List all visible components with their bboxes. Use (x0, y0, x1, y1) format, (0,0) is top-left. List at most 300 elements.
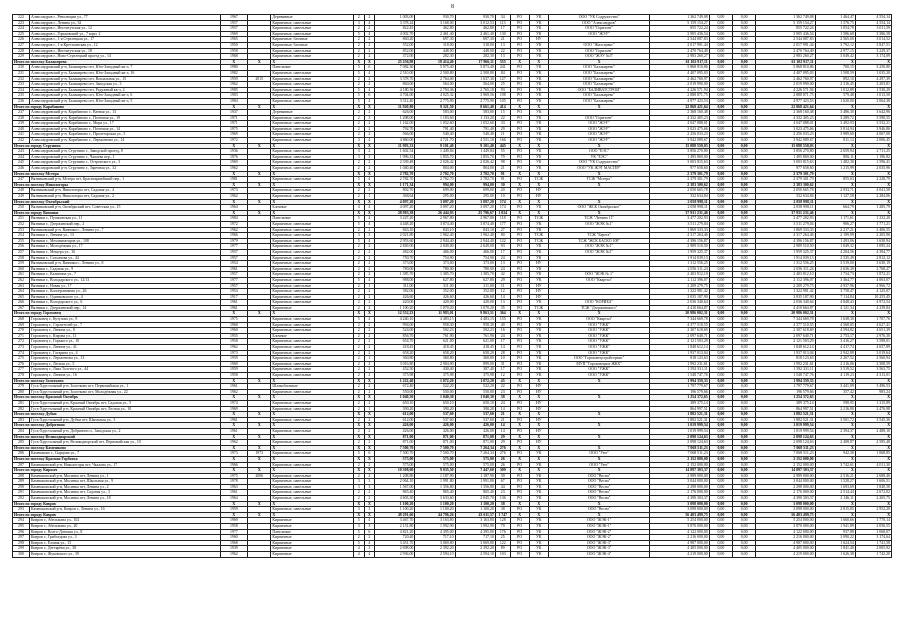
cell-z1: 0,00 (709, 546, 732, 552)
cell-a1: 860,20 (375, 37, 415, 43)
cell-cost: 4 405 000,00 (650, 546, 709, 552)
cell-year: 1959 (220, 356, 248, 362)
cell-fl: 3 (353, 507, 364, 513)
cell-spc: УК (529, 479, 548, 485)
cell-lim: 3 496,53 (855, 384, 891, 390)
cell-spec: 3 989,60 (815, 132, 855, 138)
cell-z2: 0,00 (733, 37, 756, 43)
cell-cost: 2 989 000,00 (650, 473, 709, 479)
cell-tot: 1 848 612,14 (756, 345, 815, 351)
cell-z2: 0,00 (733, 440, 756, 446)
cell-wall: Кирпичные, панельные (271, 166, 354, 172)
cell-lim: 3 229,37 (855, 48, 891, 54)
cell-a3: 1 100,20 (455, 501, 495, 507)
cell-year: 1973 (220, 451, 248, 457)
cell-spec: 2 216,80 (815, 406, 855, 412)
cell-z2: 0,00 (733, 188, 756, 194)
cell-tot: 3 477 202,93 (756, 216, 815, 222)
cell-wall: Кирпичные, панельные (271, 283, 354, 289)
cell-res: 17 (495, 249, 510, 255)
cell-en: 2 (364, 110, 375, 116)
cell-spec: X (815, 501, 855, 507)
cell-a2: 9 321,50 (415, 104, 455, 110)
cell-a2: 2 794,36 (415, 87, 455, 93)
cell-tot: 2 462 760,97 (756, 76, 815, 82)
cell-a2: 2 392,20 (415, 546, 455, 552)
cell-a3: 3 069,80 (455, 540, 495, 546)
cell-cost: 1 322 981,42 (650, 289, 709, 295)
cell-a3: 522,20 (455, 384, 495, 390)
cell-a2: 958,30 (415, 322, 455, 328)
cell-org: ООО "Балакирево" (548, 82, 650, 88)
cell-a3: 420,00 (455, 300, 495, 306)
cell-num: 268 (13, 317, 30, 323)
cell-a3: 2 026,42 (455, 160, 495, 166)
cell-wall: X (271, 171, 354, 177)
cell-a2: 430,40 (415, 367, 455, 373)
cell-addr: Вязники г., Пушкинская ул., 11 (29, 216, 220, 222)
cell-res: 13 (495, 54, 510, 60)
cell-cost: 1 019 999,54 (650, 428, 709, 434)
cell-wall: Кирпичные, панельные (271, 26, 354, 32)
cell-cost: 1 019 999,54 (650, 423, 709, 429)
cell-wall: Деревянные (271, 15, 354, 21)
cell-tot: 2 097 640,71 (756, 333, 815, 339)
cell-org: X (548, 171, 650, 177)
cell-year: 1957 (220, 20, 248, 26)
cell-wall: Кирпичные, панельные (271, 289, 354, 295)
cell-lim: 1 530,29 (855, 87, 891, 93)
cell-z1: 0,00 (709, 350, 732, 356)
cell-spc: УК (529, 451, 548, 457)
cell-lim: 3 014,52 (855, 37, 891, 43)
cell-tot: 4 405 000,00 (756, 546, 815, 552)
cell-year: 1983 (220, 93, 248, 99)
cell-org: ТСЖ "Мстера" (548, 177, 650, 183)
cell-res: 28 (495, 350, 510, 356)
cell-year: 1974 (220, 400, 248, 406)
cell-a3: 930,70 (455, 15, 495, 21)
cell-en: 4 (364, 317, 375, 323)
cell-z2: 0,00 (733, 333, 756, 339)
cell-wm: РО (510, 20, 529, 26)
cell-z1: 0,00 (709, 233, 732, 239)
cell-lim: 2 284,06 (855, 194, 891, 200)
cell-fl: 2 (353, 227, 364, 233)
cell-fl: 2 (353, 361, 364, 367)
cell-lim: 4 041,58 (855, 188, 891, 194)
cell-year: 1964 (220, 205, 248, 211)
cell-z1: 0,00 (709, 221, 732, 227)
cell-en: 2 (364, 496, 375, 502)
cell-spec: 4 417,74 (815, 345, 855, 351)
cell-spc: X (529, 395, 548, 401)
cell-a1: 650,10 (375, 400, 415, 406)
cell-en: 4 (364, 216, 375, 222)
cell-spec: 1 626,38 (815, 552, 855, 558)
cell-tot: 2 121 503,29 (756, 339, 815, 345)
cell-org: ООО "Гороховецстройсервис" (548, 356, 650, 362)
cell-wm: РО (510, 160, 529, 166)
cell-a2: 621,00 (415, 339, 455, 345)
cell-z2: 0,00 (733, 294, 756, 300)
cell-spec: 3 364,77 (815, 277, 855, 283)
cell-wm: РО (510, 317, 529, 323)
cell-year: 1962 (220, 552, 248, 558)
cell-lim: 3 203,81 (855, 82, 891, 88)
cell-cost: 37 931 231,46 (650, 210, 709, 216)
cell-spc: УК (529, 42, 548, 48)
cell-lim: 1 770,14 (855, 518, 891, 524)
cell-fl: 5 (353, 529, 364, 535)
cell-a1: 1 100,20 (375, 507, 415, 513)
cell-z1: 0,00 (709, 272, 732, 278)
cell-res: 276 (495, 451, 510, 457)
cell-a3: 318,00 (455, 42, 495, 48)
cell-num: 251 (13, 216, 30, 222)
cell-z2: 0,00 (733, 445, 756, 451)
cell-num: 265 (13, 294, 30, 300)
cell-a2: 2 500,80 (415, 70, 455, 76)
cell-wm: РО (510, 384, 529, 390)
cell-num: 294 (13, 518, 30, 524)
cell-wall: Кирпичные, панельные (271, 82, 354, 88)
cell-cost: 1 312 556,25 (650, 261, 709, 267)
cell-org: ООО "БАЛИВАТСТРОЙ" (548, 87, 650, 93)
cell-a2: 697,30 (415, 37, 455, 43)
cell-wall: Кирпичные, панельные (271, 428, 354, 434)
cell-a3: 1 070,20 (455, 305, 495, 311)
cell-year: 1950 (220, 42, 248, 48)
cell-a2: 7 500,70 (415, 445, 455, 451)
cell-res: 21 (495, 166, 510, 172)
cell-a2: 2 594,10 (415, 552, 455, 558)
cell-spc: ТСЖ (529, 233, 548, 239)
cell-spc: УК (529, 154, 548, 160)
cell-fl: 2 (353, 160, 364, 166)
cell-tot: 3 942 089,67 (756, 138, 815, 144)
cell-z1: 0,00 (709, 205, 732, 211)
cell-wm: РО (510, 194, 529, 200)
cell-a2: 352,00 (415, 289, 455, 295)
cell-z1: 0,00 (709, 501, 732, 507)
cell-fl: 3 (353, 484, 364, 490)
cell-cost: 2 017 991,44 (650, 42, 709, 48)
cell-addr: Вязниковский р-н, Вязники г., Ленина ул., 8 (29, 261, 220, 267)
cell-tot: 2 050 665,78 (756, 188, 815, 194)
cell-year2 (248, 552, 271, 558)
cell-year: 1977 (220, 529, 248, 535)
cell-wall: X (271, 501, 354, 507)
cell-wm: РО (510, 249, 529, 255)
cell-cost: 1 548 747,76 (650, 373, 709, 379)
cell-wall: X (271, 395, 354, 401)
cell-wall: Блочные (271, 333, 354, 339)
cell-z1: 0,00 (709, 171, 732, 177)
cell-wall: Панельные (271, 529, 354, 535)
cell-num: 235 (13, 93, 30, 99)
cell-a2: 2 782,70 (415, 177, 455, 183)
cell-a3: 1 187,90 (455, 473, 495, 479)
cell-z1: 0,00 (709, 294, 732, 300)
cell-a2: 295,00 (415, 194, 455, 200)
cell-spec: X (815, 456, 855, 462)
cell-en: X (364, 210, 375, 216)
cell-a1: 4 603,30 (375, 496, 415, 502)
cell-fl: 2 (353, 76, 364, 82)
cell-addr: Александров г., Ново-Стрелецкий проезд ул., 14 (29, 54, 220, 60)
cell-addr: Гусь-Хрустальный р-н, Красный Октябрь пгт, Лесная ул., 10 (29, 406, 220, 412)
cell-num: 279 (13, 384, 30, 390)
cell-wm: РО (510, 188, 529, 194)
cell-spec: 2 753,17 (815, 333, 855, 339)
cell-year2: X (248, 210, 271, 216)
cell-spec: 1 215,99 (815, 166, 855, 172)
cell-fl: 2 (353, 42, 364, 48)
cell-addr: Александровский р-н, Карабаново г., Почтовая ул., 14 (29, 126, 220, 132)
cell-spec: 2 394,37 (815, 428, 855, 434)
cell-z1: 0,00 (709, 507, 732, 513)
cell-en: 2 (364, 428, 375, 434)
cell-year2: 2006 (248, 473, 271, 479)
cell-z2: 0,00 (733, 456, 756, 462)
cell-fl: 2 (353, 322, 364, 328)
cell-year: X (220, 199, 248, 205)
cell-org: ООО "УК Содружество" (548, 15, 650, 21)
cell-year2: X (248, 378, 271, 384)
cell-year2: X (248, 412, 271, 418)
cell-year: 1966 (220, 233, 248, 239)
cell-spc: НУ (529, 294, 548, 300)
cell-spec: 664,79 (815, 205, 855, 211)
cell-en: 1 (364, 283, 375, 289)
cell-spec: X (815, 210, 855, 216)
cell-spec: 598,95 (815, 400, 855, 406)
cell-a2: 2 904,90 (415, 361, 455, 367)
subtotal-label: Итого по поселку Красная Горбатка (13, 456, 221, 462)
cell-a1: 3 378,24 (375, 20, 415, 26)
cell-res: 17 (495, 367, 510, 373)
cell-num: 291 (13, 490, 30, 496)
cell-a1: 360,80 (375, 356, 415, 362)
cell-a1: 720,40 (375, 535, 415, 541)
cell-fl: 2 (353, 249, 364, 255)
cell-cost: 1 994 359,33 (650, 378, 709, 384)
cell-cost: 61 102 917,11 (650, 59, 709, 65)
cell-wm: РО (510, 305, 529, 311)
cell-addr: Ковров г., Волго-Донская ул., 8 (29, 529, 220, 535)
cell-wall: Кирпичные (271, 540, 354, 546)
cell-res: 177 (495, 221, 510, 227)
cell-tot: 1 312 556,25 (756, 261, 815, 267)
cell-spc: УК (529, 546, 548, 552)
cell-res: 91 (495, 171, 510, 177)
cell-addr: Александровский р-н, Балакирево пгт, Юго-Западный кв-л, 7 (29, 65, 220, 71)
cell-spc: УК (529, 255, 548, 261)
cell-org: ООО "Балакирево" (548, 76, 650, 82)
cell-org: X (548, 412, 650, 418)
cell-year: 1960 (220, 328, 248, 334)
cell-a1: 28 983,38 (375, 210, 415, 216)
cell-a3: 2 765,18 (455, 87, 495, 93)
cell-lim: 2 768,27 (855, 266, 891, 272)
cell-a3: 1 855,70 (455, 154, 495, 160)
cell-fl: 5 (353, 87, 364, 93)
cell-res: 118 (495, 216, 510, 222)
cell-a1: 12 552,23 (375, 311, 415, 317)
cell-cost: 5 868 810,86 (650, 65, 709, 71)
cell-wm: РО (510, 238, 529, 244)
cell-a1: 1 040,30 (375, 395, 415, 401)
cell-spc: X (529, 378, 548, 384)
cell-num: 262 (13, 277, 30, 283)
cell-a2: 537,60 (415, 417, 455, 423)
cell-addr: Вязники г., Молодёжная ул., 17 (29, 244, 220, 250)
cell-a2: 865,40 (415, 490, 455, 496)
cell-en: 2 (364, 328, 375, 334)
cell-fl: 3 (353, 154, 364, 160)
cell-lim: 3 946,86 (855, 126, 891, 132)
cell-num: 222 (13, 15, 30, 21)
cell-org: ООО "УЖК" (548, 373, 650, 379)
cell-z2: 0,00 (733, 160, 756, 166)
cell-a1: 7 500,70 (375, 451, 415, 457)
cell-lim: 3 590,55 (855, 115, 891, 121)
cell-en: X (364, 412, 375, 418)
subtotal-label: Итого по городу Ковров (13, 512, 221, 518)
cell-spec: 2 977,15 (815, 48, 855, 54)
cell-z2: 0,00 (733, 361, 756, 367)
cell-spec: 2 408,87 (815, 440, 855, 446)
cell-tot: 2 888 871,75 (756, 93, 815, 99)
cell-wm: РО (510, 138, 529, 144)
cell-fl: 2 (353, 339, 364, 345)
cell-num: 232 (13, 76, 30, 82)
cell-en: 2 (364, 367, 375, 373)
cell-wall: Кирпичные, панельные (271, 350, 354, 356)
cell-year: 1957 (220, 26, 248, 32)
cell-wm: РО (510, 322, 529, 328)
cell-z2: 0,00 (733, 166, 756, 172)
cell-cost: 22 868 421,64 (650, 104, 709, 110)
cell-a3: 426,00 (455, 428, 495, 434)
cell-a2: 522,20 (415, 384, 455, 390)
cell-num: 282 (13, 406, 30, 412)
cell-addr: Гороховец г., Лермонтова ул., 13 (29, 356, 220, 362)
cell-fl: 4 (353, 546, 364, 552)
cell-cost: 3 035 187,90 (650, 294, 709, 300)
cell-z2: 0,00 (733, 104, 756, 110)
cell-num: 258 (13, 255, 30, 261)
cell-wm: РО (510, 216, 529, 222)
cell-a3: 1 133,20 (455, 115, 495, 121)
cell-a1: 3 378,70 (375, 76, 415, 82)
cell-num: 252 (13, 221, 30, 227)
cell-res: 89 (495, 546, 510, 552)
cell-en: X (364, 512, 375, 518)
cell-en: 2 (364, 42, 375, 48)
cell-tot: 818 123,63 (756, 356, 815, 362)
cell-lim: 2 228,79 (855, 177, 891, 183)
cell-wm: РО (510, 115, 529, 121)
cell-z2: 0,00 (733, 26, 756, 32)
cell-fl: 2 (353, 406, 364, 412)
cell-num: 271 (13, 333, 30, 339)
cell-wall: Панельные (271, 65, 354, 71)
cell-addr: Ковров г., Жуковского ул., 39 (29, 552, 220, 558)
cell-lim: X (855, 412, 891, 418)
cell-a3: 754,90 (455, 255, 495, 261)
cell-fl: 2 (353, 333, 364, 339)
cell-year: 1961 (220, 384, 248, 390)
cell-a3: 2 461,40 (455, 31, 495, 37)
cell-a3: 1 992,90 (455, 524, 495, 530)
cell-spec: 1 734,73 (815, 272, 855, 278)
cell-a1: 2 782,70 (375, 177, 415, 183)
cell-tot: 855 722,24 (756, 26, 815, 32)
cell-addr: Ковров г., Абельмана ул., 102 (29, 518, 220, 524)
cell-spc: УК (529, 249, 548, 255)
cell-a2: 466,00 (415, 249, 455, 255)
cell-wm: РО (510, 417, 529, 423)
cell-year: 1973 (220, 350, 248, 356)
cell-a2: 311,00 (415, 283, 455, 289)
cell-spec: X (815, 434, 855, 440)
cell-spec: 811,13 (815, 138, 855, 144)
cell-z1: 0,00 (709, 512, 732, 518)
cell-cost: 1 869 333,33 (650, 227, 709, 233)
cell-a1: 4 097,20 (375, 199, 415, 205)
cell-wm: РО (510, 356, 529, 362)
cell-year: 1985 (220, 87, 248, 93)
cell-fl: 2 (353, 462, 364, 468)
cell-a1: 1 003,00 (375, 15, 415, 21)
cell-z1: 0,00 (709, 227, 732, 233)
cell-cost: 2 056 311,24 (650, 266, 709, 272)
cell-res: 241 (495, 65, 510, 71)
cell-z1: 0,00 (709, 20, 732, 26)
cell-a2: 360,80 (415, 356, 455, 362)
cell-lim: X (855, 456, 891, 462)
cell-lim: X (855, 512, 891, 518)
cell-a3: 3 097,20 (455, 199, 495, 205)
subtotal-label: Итого по городу Карабаново (13, 104, 221, 110)
cell-tot: 3 870 000,00 (756, 524, 815, 530)
cell-z2: 0,00 (733, 468, 756, 474)
cell-num: 288 (13, 473, 30, 479)
cell-fl: X (353, 512, 364, 518)
cell-tot: 3 003 815,63 (756, 160, 815, 166)
cell-spc: УК (529, 65, 548, 71)
cell-a1: 802,70 (375, 188, 415, 194)
cell-cost: 2 379 301,79 (650, 177, 709, 183)
cell-tot: 1 992 231,61 (756, 361, 815, 367)
cell-lim: 1 872,21 (855, 272, 891, 278)
cell-org: ООО "ЖЭК № 1" (548, 272, 650, 278)
cell-org: X (548, 395, 650, 401)
cell-z2: 0,00 (733, 423, 756, 429)
cell-a1: 4 180,36 (375, 87, 415, 93)
cell-lim: 2 035,96 (855, 166, 891, 172)
cell-a2: 871,00 (415, 434, 455, 440)
cell-spc: ТСЖ (529, 305, 548, 311)
subtotal-label: Итого по поселку Октябрьский (13, 199, 221, 205)
cell-org: ООО "Весна" (548, 490, 650, 496)
cell-tot: 4 987 000,00 (756, 540, 815, 546)
cell-z1: 0,00 (709, 188, 732, 194)
cell-a1: 2 849,00 (375, 244, 415, 250)
cell-year: X (220, 59, 248, 65)
